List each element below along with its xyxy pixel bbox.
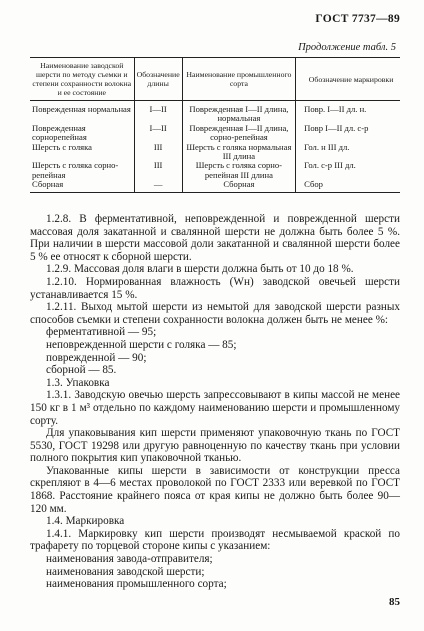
wool-grade-table — [30, 57, 400, 193]
list-item: наименования заводской шерсти; — [46, 565, 205, 578]
table-cell: Поврежденная I—II длина, нормальная — [182, 101, 295, 124]
paragraph: 1.3. Упаковка — [46, 376, 110, 389]
paragraph: 1.4. Маркировка — [46, 515, 125, 528]
table-cell: Поврежденная нормальная — [32, 104, 131, 114]
paragraph: 1.2.10. Нормированная влажность (Wн) заводской овечьей шерсти устанавливается 15 %. — [30, 275, 400, 301]
table-cell: Повр I—II дл. с-р — [296, 124, 400, 143]
column-header: Обозначение маркировки — [296, 58, 400, 101]
table-cell: Сборная — [182, 180, 295, 192]
table-header-row — [30, 58, 400, 101]
table-cell: Сбор — [296, 180, 400, 192]
table-row — [30, 180, 400, 192]
table-row — [30, 143, 400, 162]
table-row — [30, 101, 400, 124]
table-cell: I—II — [134, 101, 182, 124]
table-row — [30, 161, 400, 180]
table-cell: I—II — [134, 124, 182, 143]
column-header: Наименование промышленного сорта — [182, 58, 295, 101]
table-cell: Гол. с-р III дл. — [296, 161, 400, 180]
table-cell: Шерсть с голяка сорно-репейная III длина — [182, 161, 295, 180]
paragraph: Для упаковывания кип шерсти применяют упаковочную ткань по ГОСТ 5530, ГОСТ 19298 или другую равноценную по качеству ткань при условии полного покрытия кип упаковочной тканью. — [30, 427, 400, 465]
table-cell: III — [134, 143, 182, 162]
table-cell: — — [134, 180, 182, 192]
table-cell: Шерсть с голяка — [32, 141, 92, 152]
paragraph: 1.2.11. Выход мытой шерсти из немытой для заводской шерсти разных способов съемки и степени сохранности волокна должен быть не менее %: — [30, 301, 400, 326]
table-cell: Поврежденная сорнорепейная — [32, 122, 87, 143]
table-cell: III — [134, 161, 182, 180]
paragraph: 1.4.1. Маркировку кип шерсти производят несмываемой краской по трафарету по торцевой стороне кипы с указанием: — [30, 527, 400, 553]
column-header: Наименование заводской шерсти по методу съемки и степени сохранности волокна и ее состояние — [30, 58, 134, 101]
list-item: ферментативной — 95; — [46, 326, 157, 339]
column-header: Обозначение длины — [134, 58, 182, 101]
page-header: ГОСТ 7737—89 — [315, 13, 400, 25]
list-item: сборной — 85. — [46, 364, 117, 377]
paragraph: 1.2.8. В ферментативной, неповрежденной и поврежденной шерсти массовая доля закатанной и свалянной шерсти не должна быть более 5 %. При наличии в шерсти массовой доли закатанной и свалянной шерсти более 5 % ее относят к сборной шерсти. — [30, 213, 400, 263]
table-cell: Гол. н III дл. — [296, 143, 400, 162]
paragraph: 1.3.1. Заводскую овечью шерсть запрессовывают в кипы массой не менее 150 кг в 1 м³ отдельно по каждому наименованию шерсти и промышленному сорту. — [30, 389, 400, 427]
table-continuation-note: Продолжение табл. 5 — [298, 42, 396, 53]
table-cell: Шерсть с голяка сорно-репейная — [32, 160, 119, 180]
page-number: 85 — [389, 596, 400, 608]
list-item: наименования завода-отправителя; — [46, 553, 213, 566]
table-cell: Повр. I—II дл. н. — [296, 101, 400, 124]
table-cell: Поврежденная I—II длина, сорно-репейная — [182, 124, 295, 143]
list-item: наименования промышленного сорта; — [46, 578, 227, 591]
paragraph: 1.2.9. Массовая доля влаги в шерсти должна быть от 10 до 18 %. — [46, 263, 354, 276]
table-cell: Шерсть с голяка нормальная III длина — [182, 143, 295, 162]
list-item: поврежденной — 90; — [46, 351, 147, 364]
table-row — [30, 124, 400, 143]
table-cell: Сборная — [30, 180, 134, 192]
list-item: неповрежденной шерсти с голяка — 85; — [46, 338, 237, 351]
paragraph: Упакованные кипы шерсти в зависимости от конструкции пресса скрепляют в 4—6 местах проволокой по ГОСТ 2333 или веревкой по ГОСТ 1868. Расстояние крайнего пояса от края кипы не должно быть более 90—120 мм. — [30, 464, 400, 515]
document-body — [30, 213, 400, 591]
